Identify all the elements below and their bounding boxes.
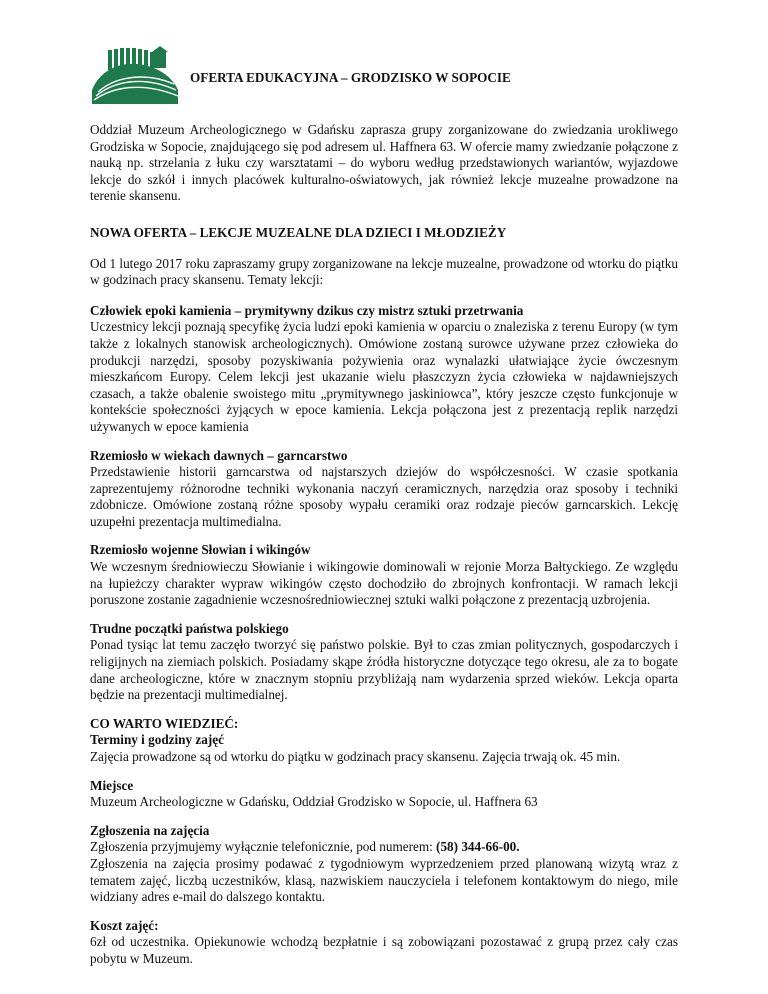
page-title: OFERTA EDUKACYJNA – GRODZISKO W SOPOCIE xyxy=(190,70,511,85)
booking-text-before-phone: Zgłoszenia przyjmujemy wyłącznie telefonicznie, pod numerem: xyxy=(90,839,437,855)
info-terms-title: Terminy i godziny zajęć xyxy=(90,732,224,748)
info-cost-text: 6zł od uczestnika. Opiekunowie wchodzą bezpłatnie i są zobowiązani pozostawać z grupą przez cały czas pobytu w Muzeum. xyxy=(90,934,678,966)
lesson-title: Trudne początki państwa polskiego xyxy=(90,620,289,636)
info-cost xyxy=(90,918,678,968)
lesson-text: We wczesnym średniowieczu Słowianie i wikingowie dominowali w rejonie Morza Bałtyckiego. Ze względu na łupieżczy charakter wypraw wikingów często dochodziło do zbrojnych konfrontacji. W ramach lekcji poruszone zostanie zagadnienie wczesnośredniowiecznej sztuki walki połączone z prezentacją uzbrojenia. xyxy=(90,559,678,608)
lesson-item xyxy=(90,448,678,531)
info-booking-title: Zgłoszenia na zajęcia xyxy=(90,822,210,838)
museum-logo-icon xyxy=(90,46,180,104)
document-body xyxy=(90,122,678,980)
info-place xyxy=(90,778,678,811)
lesson-item xyxy=(90,303,678,436)
info-cost-title: Koszt zajęć: xyxy=(90,917,159,933)
intro-paragraph: Oddział Muzeum Archeologicznego w Gdańsku zaprasza grupy zorganizowane do zwiedzania urokliwego Grodziska w Sopocie, znajdującego się pod adresem ul. Haffnera 63. W ofercie mamy zwiedzanie połączone z nauką np. strzelania z łuku czy warsztatami – do wyboru według przedstawionych wariantów, wyjazdowe lekcje do szkół i innych placówek kulturalno-oświatowych, jak również lekcje muzealne prowadzone na terenie skansenu. xyxy=(90,122,678,204)
booking-phone-number: (58) 344-66-00. xyxy=(436,839,520,855)
info-terms-text: Zajęcia prowadzone są od wtorku do piątku w godzinach pracy skansenu. Zajęcia trwają ok. 45 min. xyxy=(90,749,621,764)
info-booking xyxy=(90,823,678,906)
info-place-title: Miejsce xyxy=(90,777,134,793)
lesson-text: Ponad tysiąc lat temu zaczęło tworzyć się państwo polskie. Był to czas zmian politycznych, gospodarczych i religijnych na ziemiach polskich. Posiadamy skąpe źródła historyczne dotyczące tego okresu, ale za to bogate dane archeologiczne, które w znacznym stopniu przybliżają nam wydarzenia sprzed wieków. Lekcja oparta będzie na prezentacji multimedialnej. xyxy=(90,637,678,703)
lesson-text: Przedstawienie historii garncarstwa od najstarszych dziejów do współczesności. W czasie spotkania zaprezentujemy różnorodne techniki wykonania naczyń ceramicznych, narzędzia oraz sposoby i techniki zdobnicze. Omówione zostaną różne sposoby wypału ceramiki oraz rodzaje pieców garncarskich. Lekcję uzupełni prezentacja multimedialna. xyxy=(90,464,678,529)
offer-heading: NOWA OFERTA – LEKCJE MUZEALNE DLA DZIECI I MŁODZIEŻY xyxy=(90,224,507,240)
lesson-item xyxy=(90,621,678,704)
lesson-text: Uczestnicy lekcji poznają specyfikę życia ludzi epoki kamienia w oparciu o znaleziska z terenu Europy (w tym także z lokalnych stanowisk archeologicznych). Omówione zostaną surowce używane przez człowieka do produkcji narzędzi, sposoby pozyskiwania pożywienia oraz wynalazki ułatwiające życie ówczesnym mieszkańcom Europy. Celem lekcji jest ukazanie wielu płaszczyzn życia człowieka w najdawniejszych czasach, a także obalenie swoistego mitu „prymitywnego jaskiniowca”, który jeszcze często funkcjonuje w kontekście społeczności żyjących w epoce kamienia. Lekcja połączona jest z prezentacją replik narzędzi używanych w epoce kamienia xyxy=(90,319,678,434)
lesson-title: Rzemiosło wojenne Słowian i wikingów xyxy=(90,542,311,558)
offer-lead: Od 1 lutego 2017 roku zapraszamy grupy zorganizowane na lekcje muzealne, prowadzone od wtorku do piątku w godzinach pracy skansenu. Tematy lekcji: xyxy=(90,255,678,288)
info-booking-text xyxy=(90,839,678,905)
booking-text-after: Zgłoszenia na zajęcia prosimy podawać z tygodniowym wyprzedzeniem przed planowaną wizytą wraz z tematem zajęć, liczbą uczestników, klasą, nazwiskiem nauczyciela i telefonem kontaktowym do niego, mile widziany adres e-mail do dalszego kontaktu. xyxy=(90,855,678,905)
header xyxy=(90,46,710,106)
lesson-title: Człowiek epoki kamienia – prymitywny dzikus czy mistrz sztuki przetrwania xyxy=(90,302,524,318)
lesson-title: Rzemiosło w wiekach dawnych – garncarstwo xyxy=(90,447,348,463)
info-terms xyxy=(90,732,678,765)
info-heading: CO WARTO WIEDZIEĆ: xyxy=(90,715,239,731)
lesson-item xyxy=(90,542,678,608)
info-place-text: Muzeum Archeologiczne w Gdańsku, Oddział Grodzisko w Sopocie, ul. Haffnera 63 xyxy=(90,794,538,810)
